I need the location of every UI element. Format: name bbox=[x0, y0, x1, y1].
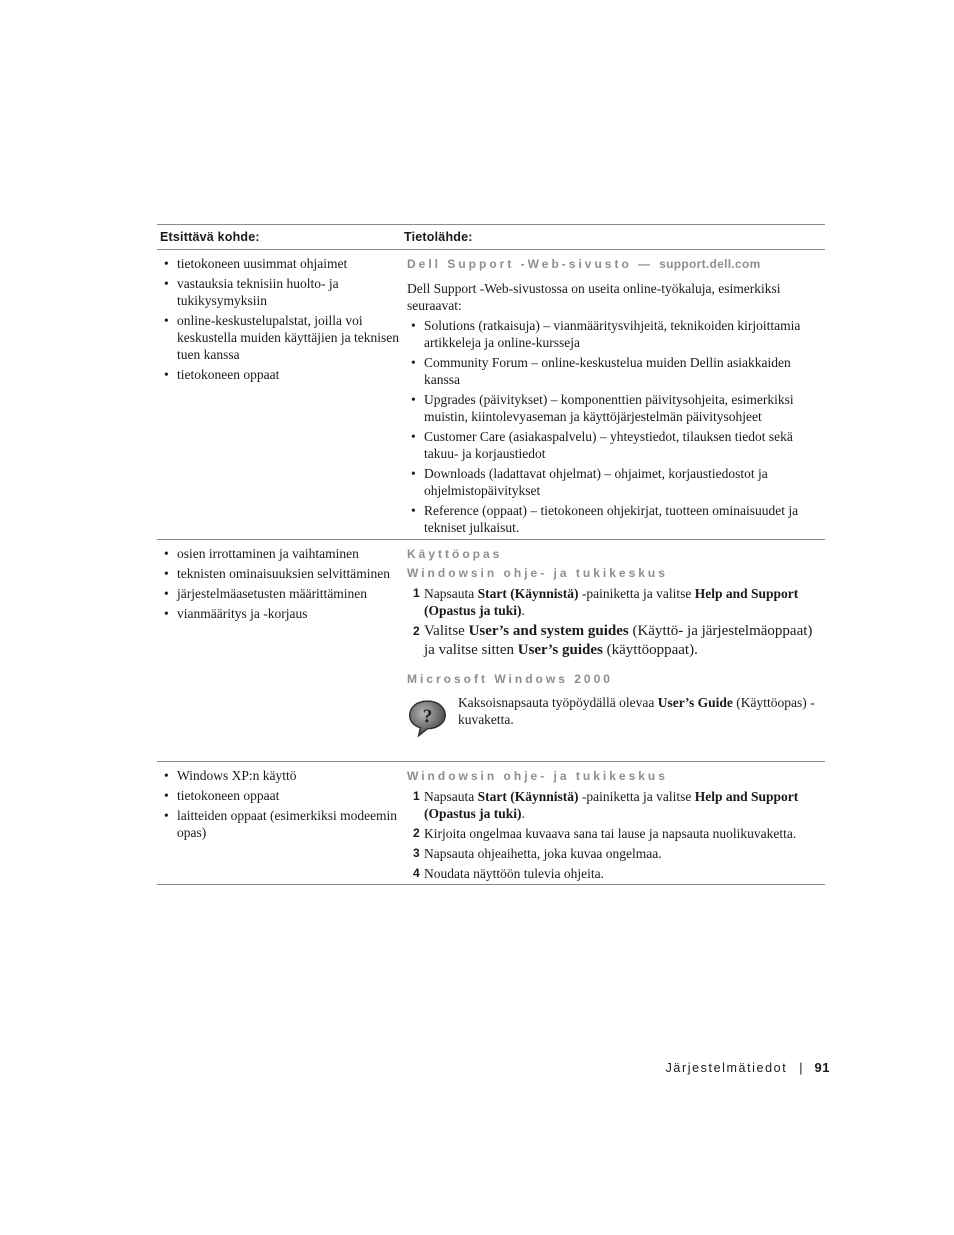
step-text: Noudata näyttöön tulevia ohjeita. bbox=[424, 866, 604, 881]
step-number: 1 bbox=[413, 789, 420, 803]
step-text: . bbox=[521, 603, 525, 618]
list-item: • Upgrades (päivitykset) – komponenttien päivitysohjeita, esimerkiksi muistin, kiintolevyaseman ja käyttöjärjestelmän päivitysohjeet bbox=[407, 391, 825, 425]
info-table bbox=[157, 224, 825, 885]
support-url[interactable]: support.dell.com bbox=[659, 257, 761, 271]
table-header bbox=[157, 225, 825, 250]
section-title: Järjestelmätiedot bbox=[665, 1061, 788, 1075]
list-item: • tietokoneen oppaat bbox=[164, 787, 404, 804]
list-item: • Community Forum – online-keskustelua muiden Dellin asiakkaiden kanssa bbox=[407, 354, 825, 388]
ui-label: Start (Käynnistä) bbox=[477, 789, 579, 804]
step-text: Kirjoita ongelmaa kuvaava sana tai lause ja napsauta nuolikuvaketta. bbox=[424, 826, 797, 841]
page-footer bbox=[0, 1060, 830, 1075]
ui-label: Help and Support (Opastus ja tuki) bbox=[424, 586, 799, 618]
step-text: Kaksoisnapsauta työpöydällä olevaa bbox=[457, 695, 658, 710]
list-item: • laitteiden oppaat (esimerkiksi modeemin opas) bbox=[164, 807, 404, 841]
step-item bbox=[407, 788, 825, 822]
step-number: 2 bbox=[413, 826, 420, 840]
step-item bbox=[407, 825, 825, 842]
list-item: • Customer Care (asiakaspalvelu) – yhteystiedot, tilauksen tiedot sekä takuu- ja korjaustiedot bbox=[407, 428, 825, 462]
list-item: • vianmääritys ja -korjaus bbox=[164, 605, 404, 622]
step-text: Napsauta bbox=[424, 789, 478, 804]
list-item: • järjestelmäasetusten määrittäminen bbox=[164, 585, 404, 602]
list-item: • tietokoneen uusimmat ohjaimet bbox=[164, 255, 404, 272]
table-row bbox=[157, 250, 825, 540]
ui-label: User’s guides bbox=[517, 642, 603, 658]
section-heading: Käyttöopas bbox=[407, 547, 503, 561]
step-number: 4 bbox=[413, 866, 420, 880]
row-find-cell bbox=[157, 762, 404, 884]
list-item: • tietokoneen oppaat bbox=[164, 366, 404, 383]
ui-label: User’s Guide bbox=[657, 695, 733, 710]
step-text: -painiketta ja valitse bbox=[578, 789, 695, 804]
section-heading: Windowsin ohje- ja tukikeskus bbox=[407, 566, 668, 580]
step-text: (Käyttö- ja järjestelmäoppaat) ja valitse sitten bbox=[424, 623, 813, 658]
icon-instruction-text bbox=[458, 694, 825, 728]
step-item bbox=[407, 585, 825, 619]
section-heading bbox=[407, 255, 825, 274]
list-item: • online-keskustelupalstat, joilla voi keskustella muiden käyttäjien ja teknisen tuen kanssa bbox=[164, 312, 404, 363]
list-item: • Reference (oppaat) – tietokoneen ohjekirjat, tuotteen ominaisuudet ja tekniset julkaisut. bbox=[407, 502, 825, 536]
list-item: • Solutions (ratkaisuja) – vianmääritysvihjeitä, teknikoiden kirjoittamia artikkeleja ja online-kursseja bbox=[407, 317, 825, 351]
header-source: Tietolähde: bbox=[404, 230, 473, 244]
header-find: Etsittävä kohde: bbox=[160, 230, 260, 244]
ui-label: Start (Käynnistä) bbox=[477, 586, 579, 601]
step-text: (Käyttöopas) -kuvaketta. bbox=[457, 695, 815, 727]
row-find-cell bbox=[157, 540, 404, 761]
row-find-cell bbox=[157, 250, 404, 539]
list-item: • osien irrottaminen ja vaihtaminen bbox=[164, 545, 404, 562]
step-item bbox=[407, 845, 825, 862]
row-source-cell bbox=[404, 762, 825, 884]
row-source-cell bbox=[404, 540, 825, 761]
row-source-cell bbox=[404, 250, 825, 539]
step-text: Valitse bbox=[424, 623, 469, 639]
ui-label: Help and Support (Opastus ja tuki) bbox=[424, 789, 799, 821]
list-item: • vastauksia teknisiin huolto- ja tukikysymyksiin bbox=[164, 275, 404, 309]
step-item bbox=[407, 865, 825, 882]
step-item bbox=[407, 622, 825, 660]
step-text: Napsauta bbox=[424, 586, 478, 601]
step-number: 3 bbox=[413, 846, 420, 860]
step-text: (käyttöoppaat). bbox=[602, 642, 698, 658]
list-item: • Windows XP:n käyttö bbox=[164, 767, 404, 784]
list-item: • Downloads (ladattavat ohjelmat) – ohjaimet, korjaustiedostot ja ohjelmistopäivitykset bbox=[407, 465, 825, 499]
section-heading: Windowsin ohje- ja tukikeskus bbox=[407, 769, 668, 783]
list-item: • teknisten ominaisuuksien selvittäminen bbox=[164, 565, 404, 582]
heading-text: Dell Support -Web-sivusto — bbox=[407, 257, 654, 271]
step-number: 1 bbox=[413, 586, 420, 600]
ui-label: User’s and system guides bbox=[468, 623, 629, 639]
footer-separator: | bbox=[799, 1061, 803, 1075]
help-question-icon[interactable] bbox=[407, 696, 448, 740]
page-number: 91 bbox=[814, 1060, 830, 1075]
icon-instruction bbox=[407, 694, 825, 740]
table-row bbox=[157, 762, 825, 885]
section-heading: Microsoft Windows 2000 bbox=[407, 672, 613, 686]
step-text: -painiketta ja valitse bbox=[578, 586, 695, 601]
step-text: . bbox=[521, 806, 525, 821]
step-text: Napsauta ohjeaihetta, joka kuvaa ongelmaa. bbox=[424, 846, 662, 861]
step-number: 2 bbox=[413, 624, 420, 638]
table-row bbox=[157, 540, 825, 762]
svg-text:?: ? bbox=[422, 706, 433, 728]
intro-text: Dell Support -Web-sivustossa on useita online-työkaluja, esimerkiksi seuraavat: bbox=[407, 281, 781, 313]
